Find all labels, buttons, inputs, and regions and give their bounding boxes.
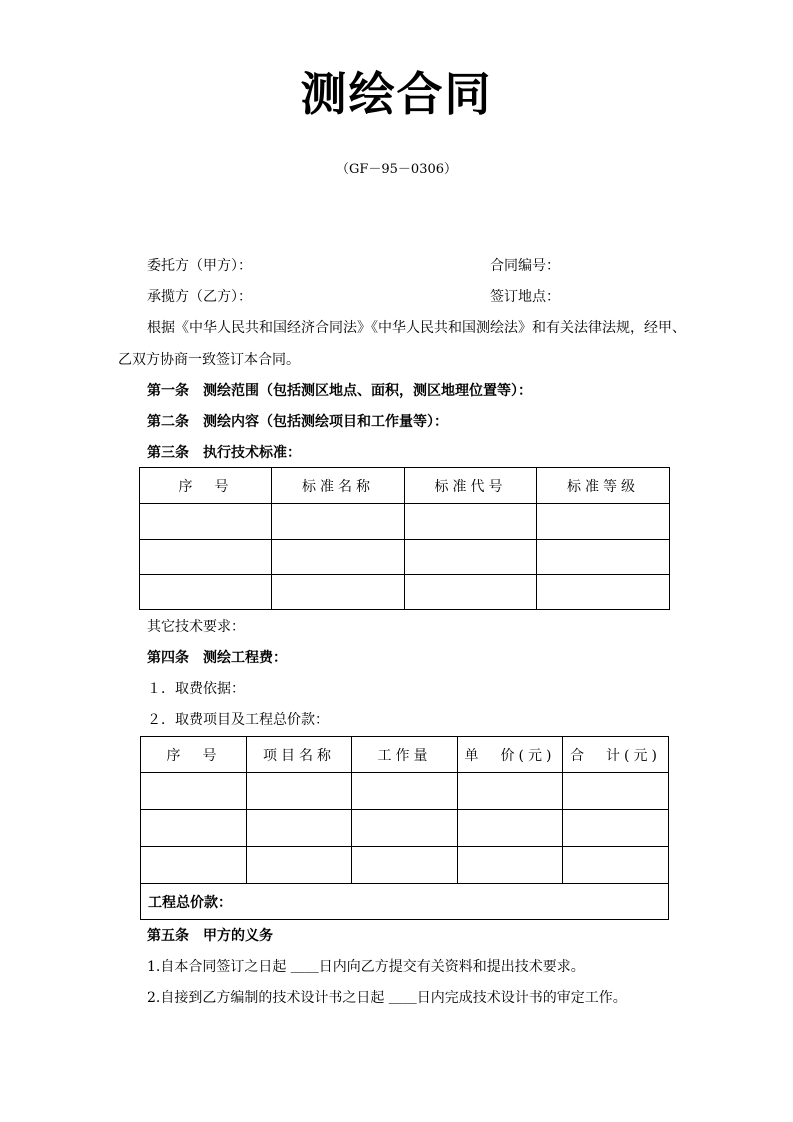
table-cell[interactable] bbox=[563, 773, 669, 810]
article-4-heading: 第四条 测绘工程费： bbox=[147, 650, 287, 666]
table-cell[interactable] bbox=[563, 847, 669, 884]
table-cell[interactable] bbox=[247, 847, 352, 884]
table-cell[interactable] bbox=[563, 810, 669, 847]
contract-code: （GF－95－0306） bbox=[335, 162, 458, 177]
table-cell[interactable] bbox=[405, 504, 537, 540]
table-cell[interactable] bbox=[537, 575, 670, 610]
standards-table bbox=[139, 467, 670, 610]
total-row bbox=[141, 884, 669, 920]
header-item-name: 项目名称 bbox=[247, 737, 352, 773]
header-standard-name: 标准名称 bbox=[272, 468, 405, 504]
table-row bbox=[141, 773, 669, 810]
table-cell[interactable] bbox=[272, 575, 405, 610]
table-cell[interactable] bbox=[405, 575, 537, 610]
header-seq: 序 号 bbox=[140, 468, 272, 504]
table-cell[interactable] bbox=[458, 773, 563, 810]
fee-header-row bbox=[141, 737, 669, 773]
header-standard-grade: 标准等级 bbox=[537, 468, 670, 504]
other-requirements-label: 其它技术要求： bbox=[147, 619, 245, 635]
article-5-heading: 第五条 甲方的义务 bbox=[147, 928, 273, 944]
total-price-label[interactable]: 工程总价款： bbox=[141, 884, 669, 920]
table-cell[interactable] bbox=[352, 810, 458, 847]
table-cell[interactable] bbox=[141, 773, 247, 810]
contract-number-label: 合同编号： bbox=[490, 258, 560, 274]
table-cell[interactable] bbox=[537, 540, 670, 575]
article-3-heading: 第三条 执行技术标准： bbox=[147, 445, 301, 461]
table-cell[interactable] bbox=[141, 810, 247, 847]
duty-2: 2.自接到乙方编制的技术设计书之日起 ＿＿日内完成技术设计书的审定工作。 bbox=[147, 990, 627, 1006]
header-workload: 工作量 bbox=[352, 737, 458, 773]
standards-header-row bbox=[140, 468, 670, 504]
fee-items-label: ２．取费项目及工程总价款： bbox=[147, 712, 329, 728]
table-cell[interactable] bbox=[537, 504, 670, 540]
duty-1: 1.自本合同签订之日起 ＿＿日内向乙方提交有关资料和提出技术要求。 bbox=[147, 959, 585, 975]
table-cell[interactable] bbox=[247, 773, 352, 810]
party-line-2 bbox=[147, 287, 560, 307]
table-row bbox=[140, 504, 670, 540]
header-standard-code: 标准代号 bbox=[405, 468, 537, 504]
table-cell[interactable] bbox=[458, 810, 563, 847]
table-cell[interactable] bbox=[140, 504, 272, 540]
table-cell[interactable] bbox=[458, 847, 563, 884]
table-cell[interactable] bbox=[140, 540, 272, 575]
table-cell[interactable] bbox=[272, 504, 405, 540]
header-seq: 序 号 bbox=[141, 737, 247, 773]
sign-place-label: 签订地点： bbox=[490, 289, 560, 305]
header-unit-price: 单 价(元) bbox=[458, 737, 563, 773]
party-line-1 bbox=[147, 256, 560, 276]
table-cell[interactable] bbox=[247, 810, 352, 847]
table-row bbox=[140, 575, 670, 610]
header-subtotal: 合 计(元) bbox=[563, 737, 669, 773]
table-cell[interactable] bbox=[140, 575, 272, 610]
article-2-heading: 第二条 测绘内容（包括测绘项目和工作量等）： bbox=[147, 414, 448, 430]
fee-table bbox=[140, 736, 669, 920]
table-row bbox=[140, 540, 670, 575]
intro-line-1: 根据《中华人民共和国经济合同法》《中华人民共和国测绘法》和有关法律法规，经甲、 bbox=[147, 320, 686, 336]
client-label: 委托方（甲方）： bbox=[147, 258, 252, 274]
fee-basis-label: １．取费依据： bbox=[147, 681, 245, 697]
table-cell[interactable] bbox=[352, 773, 458, 810]
table-row bbox=[141, 847, 669, 884]
document-title: 测绘合同 bbox=[300, 67, 493, 121]
table-cell[interactable] bbox=[405, 540, 537, 575]
article-1-heading: 第一条 测绘范围（包括测区地点、面积，测区地理位置等）： bbox=[147, 383, 532, 399]
table-cell[interactable] bbox=[352, 847, 458, 884]
intro-line-2: 乙双方协商一致签订本合同。 bbox=[118, 352, 300, 368]
contractor-label: 承揽方（乙方）： bbox=[147, 289, 252, 305]
table-cell[interactable] bbox=[141, 847, 247, 884]
table-row bbox=[141, 810, 669, 847]
table-cell[interactable] bbox=[272, 540, 405, 575]
